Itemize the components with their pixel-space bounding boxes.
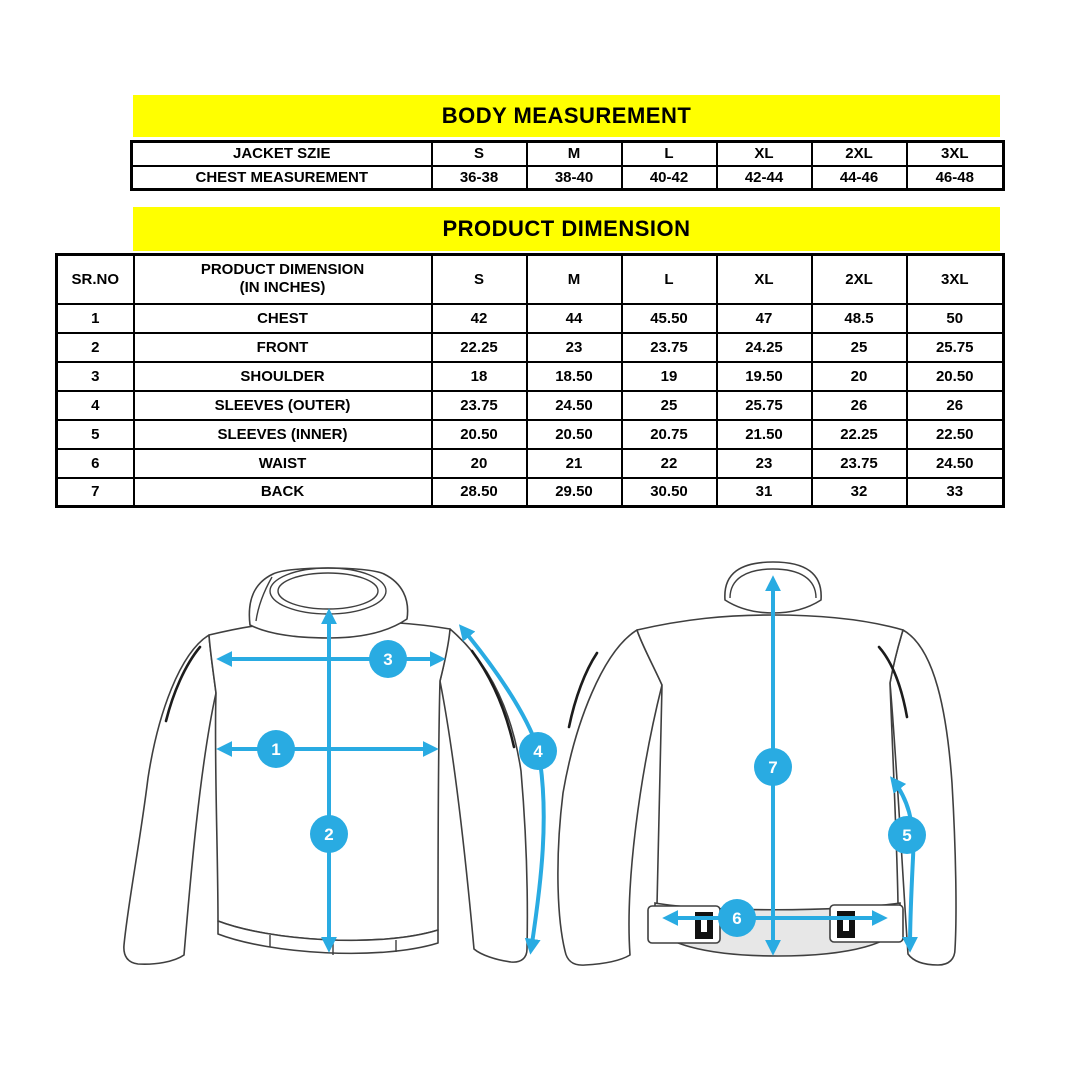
sr-no-cell: 4 [57, 391, 134, 420]
marker-4-number: 4 [533, 742, 543, 761]
dimension-value-cell: 47 [717, 304, 812, 333]
size-value-cell: 40-42 [622, 166, 717, 190]
dimension-label-cell: WAIST [134, 449, 432, 478]
dimension-value-cell: 24.50 [907, 449, 1004, 478]
dimension-label-cell: CHEST [134, 304, 432, 333]
dimension-value-cell: 21 [527, 449, 622, 478]
marker-6-number: 6 [732, 909, 742, 928]
product-dimension-row [57, 391, 1004, 420]
back-left-sleeve [558, 630, 662, 965]
dimension-value-cell: 20.50 [432, 420, 527, 449]
dimension-column-header-line1: PRODUCT DIMENSION [200, 260, 365, 278]
dimension-value-cell: 20 [432, 449, 527, 478]
body-measurement-title: BODY MEASUREMENT [441, 103, 692, 128]
size-value-cell: 3XL [907, 142, 1004, 166]
dimension-value-cell: 33 [907, 478, 1004, 507]
size-value-cell: 46-48 [907, 166, 1004, 190]
marker-5-sleeve-inner [888, 816, 926, 854]
dimension-value-cell: 26 [907, 391, 1004, 420]
dimension-value-cell: 30.50 [622, 478, 717, 507]
dimension-value-cell: 25 [812, 333, 907, 362]
size-value-cell: 42-44 [717, 166, 812, 190]
marker-5-number: 5 [902, 826, 912, 845]
size-value-cell: 36-38 [432, 166, 527, 190]
dimension-value-cell: 44 [527, 304, 622, 333]
dimension-value-cell: 22.50 [907, 420, 1004, 449]
sr-no-cell: 5 [57, 420, 134, 449]
size-column-header: XL [717, 255, 812, 304]
dimension-value-cell: 28.50 [432, 478, 527, 507]
dimension-value-cell: 20 [812, 362, 907, 391]
dimension-value-cell: 19.50 [717, 362, 812, 391]
size-value-cell: 38-40 [527, 166, 622, 190]
dimension-value-cell: 22 [622, 449, 717, 478]
dimension-label-cell: FRONT [134, 333, 432, 362]
sr-no-cell: 3 [57, 362, 134, 391]
product-dimension-row [57, 478, 1004, 507]
dimension-value-cell: 42 [432, 304, 527, 333]
dimension-value-cell: 23 [527, 333, 622, 362]
dimension-value-cell: 22.25 [812, 420, 907, 449]
size-column-header: L [622, 255, 717, 304]
dimension-value-cell: 19 [622, 362, 717, 391]
dimension-value-cell: 24.25 [717, 333, 812, 362]
dimension-value-cell: 25.75 [907, 333, 1004, 362]
dimension-value-cell: 25 [622, 391, 717, 420]
size-value-cell: M [527, 142, 622, 166]
product-dimension-row [57, 333, 1004, 362]
product-dimension-table [55, 253, 1005, 508]
dimension-value-cell: 22.25 [432, 333, 527, 362]
marker-1-chest [257, 730, 295, 768]
product-dimension-body [57, 255, 1004, 507]
body-measurement-row [132, 142, 1004, 166]
size-column-header: 2XL [812, 255, 907, 304]
row-label-cell: JACKET SZIE [132, 142, 432, 166]
front-left-sleeve [124, 635, 216, 964]
marker-3-shoulder [369, 640, 407, 678]
dimension-value-cell: 23 [717, 449, 812, 478]
product-dimension-row [57, 362, 1004, 391]
dimension-value-cell: 20.75 [622, 420, 717, 449]
sr-no-cell: 1 [57, 304, 134, 333]
dimension-value-cell: 45.50 [622, 304, 717, 333]
product-dimension-title-bar [133, 207, 1000, 251]
body-measurement-table [130, 140, 1005, 191]
dimension-value-cell: 29.50 [527, 478, 622, 507]
dimension-value-cell: 18 [432, 362, 527, 391]
dimension-value-cell: 48.5 [812, 304, 907, 333]
size-value-cell: S [432, 142, 527, 166]
dimension-value-cell: 50 [907, 304, 1004, 333]
body-measurement-row [132, 166, 1004, 190]
marker-2-number: 2 [324, 825, 334, 844]
dimension-value-cell: 23.75 [432, 391, 527, 420]
row-label-cell: CHEST MEASUREMENT [132, 166, 432, 190]
product-dimension-row [57, 420, 1004, 449]
sr-no-cell: 6 [57, 449, 134, 478]
belt-left-buckle-notch [701, 919, 707, 932]
marker-3-number: 3 [383, 650, 393, 669]
sr-no-cell: 2 [57, 333, 134, 362]
product-dimension-row [57, 449, 1004, 478]
dimension-value-cell: 21.50 [717, 420, 812, 449]
dimension-column-header [134, 255, 432, 304]
dimension-value-cell: 23.75 [622, 333, 717, 362]
dimension-value-cell: 25.75 [717, 391, 812, 420]
dimension-value-cell: 23.75 [812, 449, 907, 478]
size-column-header: S [432, 255, 527, 304]
front-right-sleeve [440, 629, 527, 962]
sr-no-column-header: SR.NO [57, 255, 134, 304]
body-measurement-rows [132, 142, 1004, 190]
marker-6-waist [718, 899, 756, 937]
dimension-label-cell: SHOULDER [134, 362, 432, 391]
dimension-value-cell: 32 [812, 478, 907, 507]
dimension-value-cell: 18.50 [527, 362, 622, 391]
marker-2-front-length [310, 815, 348, 853]
size-column-header: M [527, 255, 622, 304]
marker-1-number: 1 [271, 740, 281, 759]
dimension-value-cell: 20.50 [907, 362, 1004, 391]
body-measurement-title-bar [133, 95, 1000, 137]
size-value-cell: 2XL [812, 142, 907, 166]
product-header-row [57, 255, 1004, 304]
marker-7-back-length [754, 748, 792, 786]
product-dimension-row [57, 304, 1004, 333]
dimension-label-cell: SLEEVES (OUTER) [134, 391, 432, 420]
dimension-column-header-line2: (IN INCHES) [239, 279, 326, 297]
dimension-value-cell: 24.50 [527, 391, 622, 420]
product-dimension-title: PRODUCT DIMENSION [442, 216, 691, 241]
sr-no-cell: 7 [57, 478, 134, 507]
dimension-label-cell: SLEEVES (INNER) [134, 420, 432, 449]
dimension-value-cell: 20.50 [527, 420, 622, 449]
marker-7-number: 7 [768, 758, 778, 777]
size-value-cell: XL [717, 142, 812, 166]
size-value-cell: 44-46 [812, 166, 907, 190]
size-column-header: 3XL [907, 255, 1004, 304]
dimension-label-cell: BACK [134, 478, 432, 507]
jacket-back-diagram [545, 553, 1010, 1020]
dimension-value-cell: 31 [717, 478, 812, 507]
size-value-cell: L [622, 142, 717, 166]
dimension-value-cell: 26 [812, 391, 907, 420]
jacket-front-diagram [100, 553, 570, 1020]
